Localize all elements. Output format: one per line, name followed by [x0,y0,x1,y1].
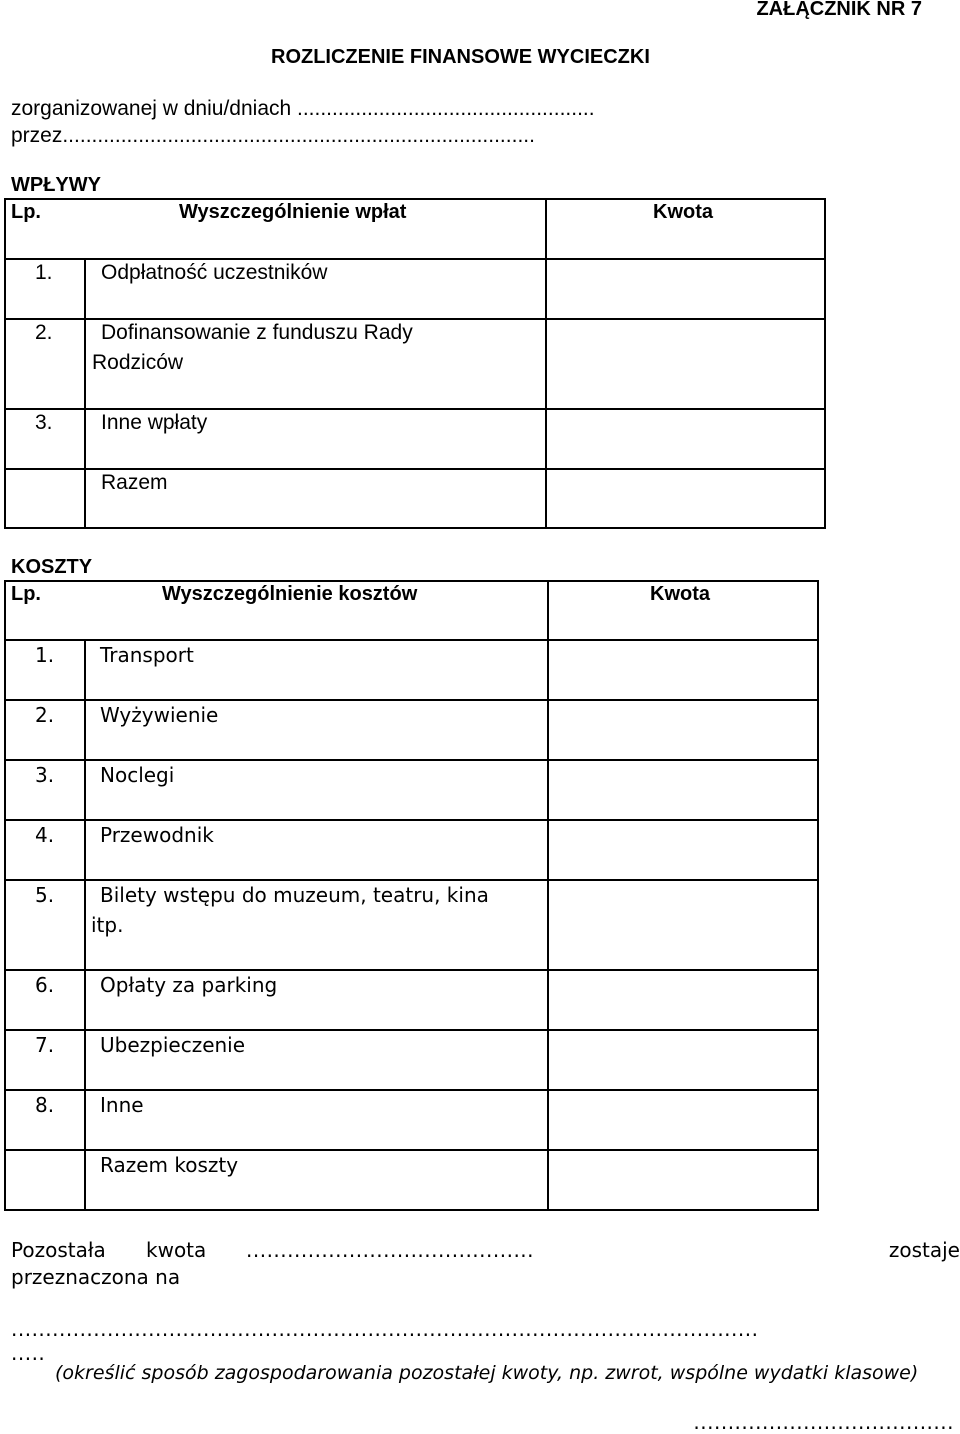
costs-row-divider [4,819,819,821]
annex-label: ZAŁĄCZNIK NR 7 [756,0,922,20]
income-total-label: Razem [101,471,168,494]
costs-row-5-label: Bilety wstępu do muzeum, teatru, kina [100,883,489,907]
costs-row-2-num: 2. [35,703,55,727]
costs-row-4-num: 4. [35,823,55,847]
costs-row-3-label: Noclegi [100,763,175,787]
costs-row-6-num: 6. [35,973,55,997]
income-row-divider [4,258,826,260]
page-title: ROZLICZENIE FINANSOWE WYCIECZKI [271,46,650,68]
costs-row-divider [4,969,819,971]
costs-row-6-label: Opłaty za parking [100,973,278,997]
costs-row-2-label: Wyżywienie [100,703,219,727]
costs-row-divider [4,639,819,641]
remaining-note: (określić sposób zagospodarowania pozostałej kwoty, np. zwrot, wspólne wydatki klasowe) [55,1362,919,1384]
costs-row-5-num: 5. [35,883,55,907]
income-col-lp: Lp. [11,201,41,223]
costs-col-amount: Kwota [650,583,710,605]
costs-row-7-label: Ubezpieczenie [100,1033,246,1057]
remaining-amount-dots: .......................................... [246,1238,535,1262]
remaining-word-2: kwota [146,1238,207,1262]
costs-row-5-label-cont: itp. [91,913,124,937]
organized-by-line: przez................................................................................. [11,124,535,147]
income-section-label: WPŁYWY [11,174,101,196]
costs-row-divider [4,1149,819,1151]
income-row-2-label-cont: Rodziców [92,351,184,374]
income-row-1-label: Odpłatność uczestników [101,261,328,284]
costs-total-label: Razem koszty [100,1153,239,1177]
costs-row-divider [4,699,819,701]
income-row-2-label: Dofinansowanie z funduszu Rady [101,321,413,344]
costs-col-lp: Lp. [11,583,41,605]
costs-row-divider [4,1089,819,1091]
costs-row-1-label: Transport [100,643,194,667]
income-row-divider [4,318,826,320]
signature-dots: ...................................... [693,1410,954,1434]
income-row-divider [4,468,826,470]
costs-row-divider [4,1029,819,1031]
income-col-desc: Wyszczególnienie wpłat [179,201,407,223]
organized-dates-line: zorganizowanej w dniu/dniach ................................................... [11,97,595,120]
income-row-divider [4,408,826,410]
income-row-2-num: 2. [35,321,53,344]
costs-row-4-label: Przewodnik [100,823,214,847]
income-row-3-num: 3. [35,411,53,434]
costs-row-8-label: Inne [100,1093,144,1117]
income-row-1-num: 1. [35,261,53,284]
remaining-line-2: przeznaczona na [11,1265,181,1289]
income-row-3-label: Inne wpłaty [101,411,208,434]
income-col-amount: Kwota [653,201,713,223]
costs-amount-divider [547,580,549,1211]
costs-lp-divider [84,640,86,1211]
costs-row-divider [4,759,819,761]
costs-row-3-num: 3. [35,763,55,787]
costs-row-7-num: 7. [35,1033,55,1057]
remaining-purpose-dots: ............................................................................................................. [11,1317,759,1341]
costs-row-divider [4,879,819,881]
income-amount-divider [545,198,547,529]
remaining-purpose-dots-cont: ..... [11,1341,46,1365]
costs-section-label: KOSZTY [11,556,93,578]
remaining-word-1: Pozostała [11,1238,106,1262]
costs-row-1-num: 1. [35,643,55,667]
costs-row-8-num: 8. [35,1093,55,1117]
remaining-word-3: zostaje [888,1238,960,1262]
costs-col-desc: Wyszczególnienie kosztów [162,583,418,605]
income-lp-divider [84,260,86,529]
